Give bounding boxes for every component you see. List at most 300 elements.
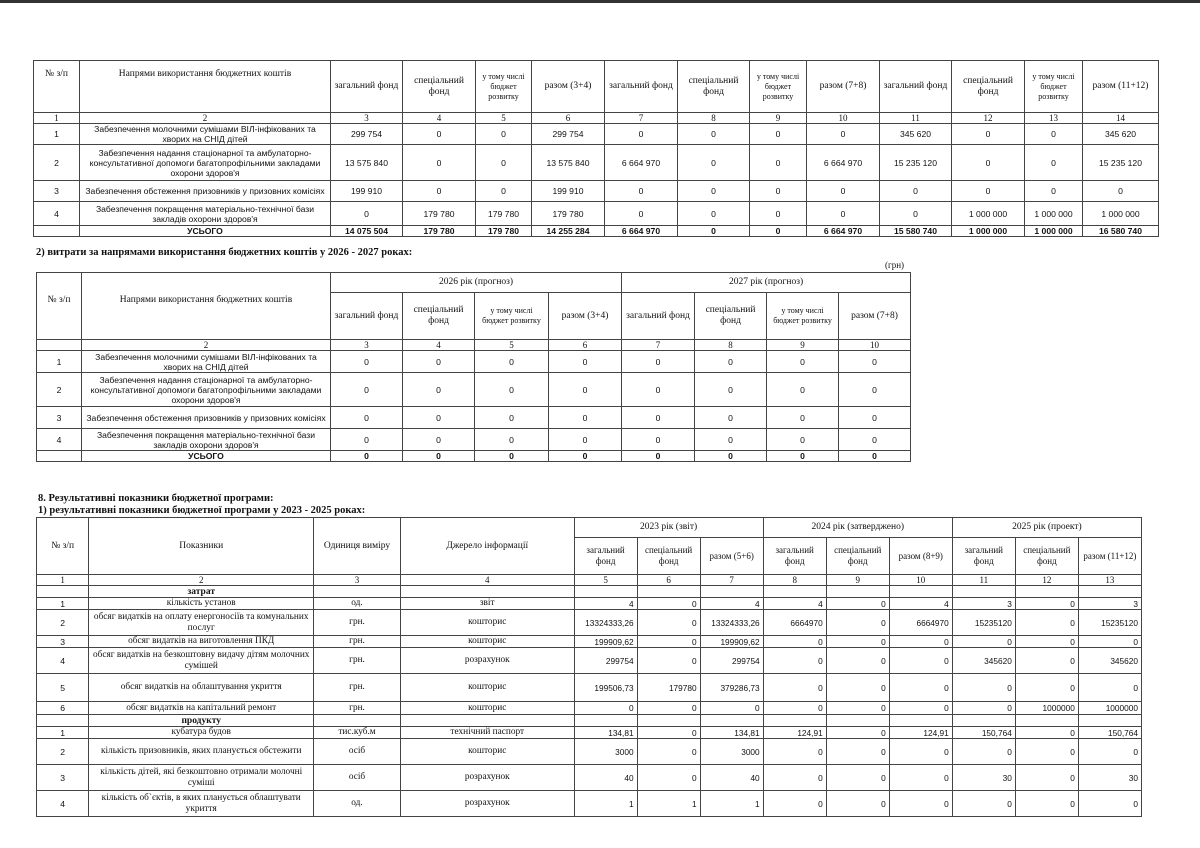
indicator-row [37, 598, 1142, 610]
value-cell: 345 620 [880, 124, 952, 145]
indicator-row [37, 791, 1142, 817]
blank [700, 586, 763, 598]
value-cell: 0 [403, 407, 475, 429]
value-cell: 0 [763, 702, 826, 715]
value-cell: 0 [605, 124, 678, 145]
col-header-7: загальний фонд [622, 293, 695, 340]
total-value: 0 [475, 451, 549, 462]
col-number: 12 [952, 113, 1025, 124]
indicator-row [37, 610, 1142, 636]
col-number: 3 [331, 113, 403, 124]
value-cell: 0 [763, 636, 826, 648]
blank [763, 586, 826, 598]
value-cell: 0 [889, 765, 952, 791]
value-cell: 0 [637, 739, 700, 765]
value-cell: 0 [622, 351, 695, 373]
group-row-group1 [37, 586, 1142, 598]
value-cell: 3 [1078, 598, 1141, 610]
total-value: 16 580 740 [1083, 226, 1159, 237]
year-header-2025: 2025 рік (проект) [952, 518, 1141, 538]
value-cell: 3000 [574, 739, 637, 765]
value-cell: 0 [678, 181, 750, 202]
value-cell: 0 [826, 791, 889, 817]
col-number: 9 [826, 575, 889, 586]
value-cell: 0 [826, 674, 889, 702]
col-header-10: разом (7+8) [839, 293, 911, 340]
value-cell: 0 [403, 181, 476, 202]
blank [637, 715, 700, 727]
value-cell: 1000000 [1015, 702, 1078, 715]
section8-subtitle: 1) результативні показники бюджетної програми у 2023 - 2025 роках: [38, 505, 366, 516]
col-number: 4 [403, 340, 475, 351]
direction-name: Забезпечення покращення матеріально-технічної бази закладів охорони здоров'я [82, 429, 331, 451]
col-header-8: спеціальний фонд [678, 61, 750, 113]
col-number: 11 [952, 575, 1015, 586]
value-cell: 0 [622, 429, 695, 451]
value-cell: 0 [1078, 636, 1141, 648]
row-number: 3 [37, 407, 82, 429]
col-header-3: загальний фонд [331, 293, 403, 340]
value-cell: 0 [763, 765, 826, 791]
value-cell: 0 [1015, 636, 1078, 648]
value-cell: 0 [826, 610, 889, 636]
value-cell: 0 [826, 727, 889, 739]
blank [400, 715, 574, 727]
indicator-source: кошторис [400, 702, 574, 715]
value-cell: 179 780 [532, 202, 605, 226]
value-cell: 0 [952, 181, 1025, 202]
value-cell: 345 620 [1083, 124, 1159, 145]
value-cell: 0 [549, 373, 622, 407]
indicator-unit: грн. [314, 702, 401, 715]
total-value: 0 [767, 451, 839, 462]
value-cell: 0 [1015, 598, 1078, 610]
table1-row-1 [34, 124, 1159, 145]
value-cell: 0 [750, 202, 807, 226]
col-number: 10 [839, 340, 911, 351]
col-number: 2 [82, 340, 331, 351]
total-value: 0 [549, 451, 622, 462]
value-cell: 134,81 [574, 727, 637, 739]
table1-total-row [34, 226, 1159, 237]
col-header-6: разом (3+4) [549, 293, 622, 340]
col-number: 11 [880, 113, 952, 124]
table2-colnum-row [37, 340, 911, 351]
value-cell: 1 000 000 [952, 202, 1025, 226]
value-cell: 0 [574, 702, 637, 715]
col-number: 3 [314, 575, 401, 586]
blank [1015, 715, 1078, 727]
col-header-4: спеціальний фонд [403, 61, 476, 113]
col-header-12: спеціальний фонд [1015, 538, 1078, 575]
value-cell: 0 [403, 373, 475, 407]
row-number: 5 [37, 674, 89, 702]
total-value: 1 000 000 [952, 226, 1025, 237]
value-cell: 0 [1078, 674, 1141, 702]
value-cell: 124,91 [763, 727, 826, 739]
value-cell: 1 [700, 791, 763, 817]
total-value: 1 000 000 [1025, 226, 1083, 237]
value-cell: 199 910 [532, 181, 605, 202]
value-cell: 0 [678, 145, 750, 181]
row-number: 4 [37, 648, 89, 674]
value-cell: 0 [637, 727, 700, 739]
blank [826, 715, 889, 727]
total-label: УСЬОГО [82, 451, 331, 462]
value-cell: 345620 [952, 648, 1015, 674]
value-cell: 0 [605, 202, 678, 226]
value-cell: 0 [1015, 765, 1078, 791]
value-cell: 4 [700, 598, 763, 610]
indicator-source: розрахунок [400, 648, 574, 674]
indicator-row [37, 674, 1142, 702]
blank [637, 586, 700, 598]
value-cell: 13 575 840 [532, 145, 605, 181]
value-cell: 124,91 [889, 727, 952, 739]
value-cell: 0 [695, 429, 767, 451]
value-cell: 6664970 [763, 610, 826, 636]
total-value: 14 075 504 [331, 226, 403, 237]
indicator-row [37, 702, 1142, 715]
value-cell: 0 [763, 739, 826, 765]
total-value: 179 780 [476, 226, 532, 237]
value-cell: 0 [403, 351, 475, 373]
table1-row-2 [34, 145, 1159, 181]
value-cell: 0 [839, 373, 911, 407]
total-blank [37, 451, 82, 462]
value-cell: 1 [574, 791, 637, 817]
direction-name: Забезпечення покращення матеріально-технічної бази закладів охорони здоров'я [80, 202, 331, 226]
indicator-unit: грн. [314, 674, 401, 702]
indicator-source: кошторис [400, 674, 574, 702]
value-cell: 134,81 [700, 727, 763, 739]
year-header-2024: 2024 рік (затверджено) [763, 518, 952, 538]
blank [574, 586, 637, 598]
value-cell: 0 [1015, 674, 1078, 702]
value-cell: 0 [1015, 727, 1078, 739]
value-cell: 0 [695, 351, 767, 373]
col-header-6: разом (3+4) [532, 61, 605, 113]
indicator-row [37, 739, 1142, 765]
indicator-source: технічний паспорт [400, 727, 574, 739]
total-value: 14 255 284 [532, 226, 605, 237]
blank [826, 586, 889, 598]
indicator-unit: од. [314, 598, 401, 610]
value-cell: 13324333,26 [700, 610, 763, 636]
value-cell: 0 [678, 124, 750, 145]
value-cell: 0 [637, 610, 700, 636]
value-cell: 0 [889, 674, 952, 702]
table2-row [37, 407, 911, 429]
col-header-9: у тому числі бюджет розвитку [767, 293, 839, 340]
value-cell: 0 [549, 407, 622, 429]
indicator-name: обсяг видатків на облаштування укриття [89, 674, 314, 702]
blank [314, 715, 401, 727]
indicator-unit: осіб [314, 765, 401, 791]
value-cell: 0 [880, 202, 952, 226]
value-cell: 0 [331, 373, 403, 407]
col-number: 1 [37, 575, 89, 586]
table2-row [37, 351, 911, 373]
blank [314, 586, 401, 598]
row-number: 1 [37, 727, 89, 739]
value-cell: 0 [331, 202, 403, 226]
value-cell: 1 000 000 [1083, 202, 1159, 226]
indicator-row [37, 765, 1142, 791]
col-number: 5 [475, 340, 549, 351]
value-cell: 0 [767, 351, 839, 373]
expenditure-table-2026-2027 [36, 272, 911, 462]
col-number: 6 [549, 340, 622, 351]
value-cell: 0 [767, 429, 839, 451]
value-cell: 0 [767, 373, 839, 407]
total-value: 6 664 970 [605, 226, 678, 237]
indicator-source: кошторис [400, 610, 574, 636]
indicator-unit: тис.куб.м [314, 727, 401, 739]
col-number: 7 [622, 340, 695, 351]
value-cell: 0 [331, 407, 403, 429]
indicator-source: кошторис [400, 739, 574, 765]
value-cell: 0 [750, 124, 807, 145]
value-cell: 0 [826, 702, 889, 715]
col-number [37, 340, 82, 351]
total-label: УСЬОГО [80, 226, 331, 237]
value-cell: 6 664 970 [605, 145, 678, 181]
value-cell: 1 [637, 791, 700, 817]
col-number: 3 [331, 340, 403, 351]
indicator-row [37, 636, 1142, 648]
value-cell: 0 [750, 145, 807, 181]
col-header-num: № з/п [37, 518, 89, 575]
direction-name: Забезпечення обстеження призовників у призовних комісіях [80, 181, 331, 202]
col-number: 10 [889, 575, 952, 586]
col-number: 4 [400, 575, 574, 586]
value-cell: 0 [952, 145, 1025, 181]
indicator-name: кількість об`єктів, в яких планується облаштувати укриття [89, 791, 314, 817]
value-cell: 6664970 [889, 610, 952, 636]
value-cell: 0 [889, 636, 952, 648]
value-cell: 345620 [1078, 648, 1141, 674]
value-cell: 0 [807, 181, 880, 202]
col-header-13: разом (11+12) [1078, 538, 1141, 575]
col-header-7: загальний фонд [605, 61, 678, 113]
value-cell: 199506,73 [574, 674, 637, 702]
total-value: 179 780 [403, 226, 476, 237]
col-header-9: у тому числі бюджет розвитку [750, 61, 807, 113]
value-cell: 0 [1025, 181, 1083, 202]
value-cell: 0 [952, 739, 1015, 765]
value-cell: 0 [1078, 739, 1141, 765]
blank [700, 715, 763, 727]
indicator-name: кубатура будов [89, 727, 314, 739]
value-cell: 179 780 [403, 202, 476, 226]
value-cell: 0 [475, 373, 549, 407]
value-cell: 0 [637, 636, 700, 648]
col-number: 1 [34, 113, 80, 124]
total-value: 0 [839, 451, 911, 462]
value-cell: 0 [839, 407, 911, 429]
col-number: 4 [403, 113, 476, 124]
table3-colnum-row [37, 575, 1142, 586]
value-cell: 30 [952, 765, 1015, 791]
blank [1078, 586, 1141, 598]
indicator-name: обсяг видатків на безкоштовну видачу дітям молочних сумішей [89, 648, 314, 674]
value-cell: 0 [1015, 648, 1078, 674]
col-header-8: загальний фонд [763, 538, 826, 575]
indicator-unit: грн. [314, 636, 401, 648]
value-cell: 0 [605, 181, 678, 202]
col-header-14: разом (11+12) [1083, 61, 1159, 113]
total-blank [34, 226, 80, 237]
value-cell: 0 [1025, 145, 1083, 181]
year-header-2027: 2027 рік (прогноз) [622, 273, 911, 293]
col-number: 12 [1015, 575, 1078, 586]
direction-name: Забезпечення надання стаціонарної та амбулаторно-консультативної допомоги багатопрофільними закладами охорони здоров'я [82, 373, 331, 407]
col-number: 10 [807, 113, 880, 124]
col-header-direction: Напрями використання бюджетних коштів [82, 273, 331, 340]
value-cell: 0 [826, 765, 889, 791]
col-number: 8 [763, 575, 826, 586]
value-cell: 299754 [574, 648, 637, 674]
group-label: продукту [89, 715, 314, 727]
value-cell: 0 [767, 407, 839, 429]
value-cell: 0 [839, 429, 911, 451]
direction-name: Забезпечення молочними сумішами ВІЛ-інфікованих та хворих на СНІД дітей [82, 351, 331, 373]
value-cell: 1 000 000 [1025, 202, 1083, 226]
col-header-8: спеціальний фонд [695, 293, 767, 340]
expenditure-table-2023-2025 [33, 60, 1159, 237]
value-cell: 179 780 [476, 202, 532, 226]
indicator-unit: осіб [314, 739, 401, 765]
col-header-unit: Одиниця виміру [314, 518, 401, 575]
value-cell: 0 [889, 791, 952, 817]
value-cell: 6 664 970 [807, 145, 880, 181]
direction-name: Забезпечення обстеження призовників у призовних комісіях [82, 407, 331, 429]
value-cell: 0 [952, 124, 1025, 145]
total-value: 0 [622, 451, 695, 462]
value-cell: 0 [750, 181, 807, 202]
blank [400, 586, 574, 598]
value-cell: 0 [622, 373, 695, 407]
col-header-9: спеціальний фонд [826, 538, 889, 575]
value-cell: 40 [700, 765, 763, 791]
blank [1015, 586, 1078, 598]
value-cell: 0 [637, 598, 700, 610]
table1-row-3 [34, 181, 1159, 202]
row-number: 1 [37, 351, 82, 373]
row-number: 6 [37, 702, 89, 715]
total-value: 0 [331, 451, 403, 462]
col-number: 13 [1078, 575, 1141, 586]
year-header-2023: 2023 рік (звіт) [574, 518, 763, 538]
col-header-10: разом (8+9) [889, 538, 952, 575]
value-cell: 0 [1015, 791, 1078, 817]
value-cell: 0 [880, 181, 952, 202]
value-cell: 199 910 [331, 181, 403, 202]
col-header-source: Джерело інформації [400, 518, 574, 575]
col-number: 5 [476, 113, 532, 124]
col-header-4: спеціальний фонд [403, 293, 475, 340]
performance-indicators-table [36, 517, 1142, 817]
value-cell: 299 754 [331, 124, 403, 145]
col-header-num: № з/п [37, 273, 82, 340]
value-cell: 199909,62 [574, 636, 637, 648]
value-cell: 0 [476, 145, 532, 181]
col-header-5: загальний фонд [574, 538, 637, 575]
blank [763, 715, 826, 727]
indicator-source: звіт [400, 598, 574, 610]
value-cell: 0 [763, 791, 826, 817]
col-header-3: загальний фонд [331, 61, 403, 113]
col-number: 5 [574, 575, 637, 586]
col-header-5: у тому числі бюджет розвитку [475, 293, 549, 340]
value-cell: 0 [1083, 181, 1159, 202]
blank [889, 715, 952, 727]
value-cell: 1000000 [1078, 702, 1141, 715]
table2-total-row [37, 451, 911, 462]
value-cell: 0 [889, 648, 952, 674]
col-header-indicator: Показники [89, 518, 314, 575]
value-cell: 0 [637, 702, 700, 715]
indicator-name: обсяг видатків на капітальний ремонт [89, 702, 314, 715]
row-number: 2 [37, 739, 89, 765]
blank [889, 586, 952, 598]
row-number: 3 [37, 636, 89, 648]
indicator-unit: од. [314, 791, 401, 817]
total-value: 0 [695, 451, 767, 462]
col-number: 6 [637, 575, 700, 586]
value-cell: 179780 [637, 674, 700, 702]
value-cell: 30 [1078, 765, 1141, 791]
value-cell: 15 235 120 [1083, 145, 1159, 181]
value-cell: 0 [678, 202, 750, 226]
value-cell: 150,764 [952, 727, 1015, 739]
value-cell: 299 754 [532, 124, 605, 145]
col-header-direction: Напрями використання бюджетних коштів [80, 61, 331, 113]
value-cell: 0 [695, 407, 767, 429]
section2-title: 2) витрати за напрямами використання бюджетних коштів у 2026 - 2027 роках: [36, 247, 413, 258]
value-cell: 4 [889, 598, 952, 610]
value-cell: 13324333,26 [574, 610, 637, 636]
row-number: 4 [34, 202, 80, 226]
value-cell: 0 [1025, 124, 1083, 145]
indicator-source: розрахунок [400, 765, 574, 791]
value-cell: 0 [952, 702, 1015, 715]
col-number: 6 [532, 113, 605, 124]
value-cell: 0 [889, 702, 952, 715]
value-cell: 4 [763, 598, 826, 610]
blank [952, 715, 1015, 727]
value-cell: 0 [826, 598, 889, 610]
scan-top-edge [0, 0, 1200, 3]
value-cell: 0 [952, 674, 1015, 702]
row-number: 1 [34, 124, 80, 145]
indicator-name: кількість призовників, яких планується обстежити [89, 739, 314, 765]
row-number: 3 [34, 181, 80, 202]
value-cell: 0 [763, 674, 826, 702]
value-cell: 0 [549, 351, 622, 373]
value-cell: 0 [763, 648, 826, 674]
indicator-row [37, 727, 1142, 739]
total-value: 15 580 740 [880, 226, 952, 237]
value-cell: 0 [952, 636, 1015, 648]
col-header-6: спеціальний фонд [637, 538, 700, 575]
direction-name: Забезпечення надання стаціонарної та амбулаторно-консультативної допомоги багатопрофільними закладами охорони здоров'я [80, 145, 331, 181]
col-number: 9 [750, 113, 807, 124]
value-cell: 0 [1015, 739, 1078, 765]
value-cell: 0 [476, 181, 532, 202]
row-number: 4 [37, 429, 82, 451]
